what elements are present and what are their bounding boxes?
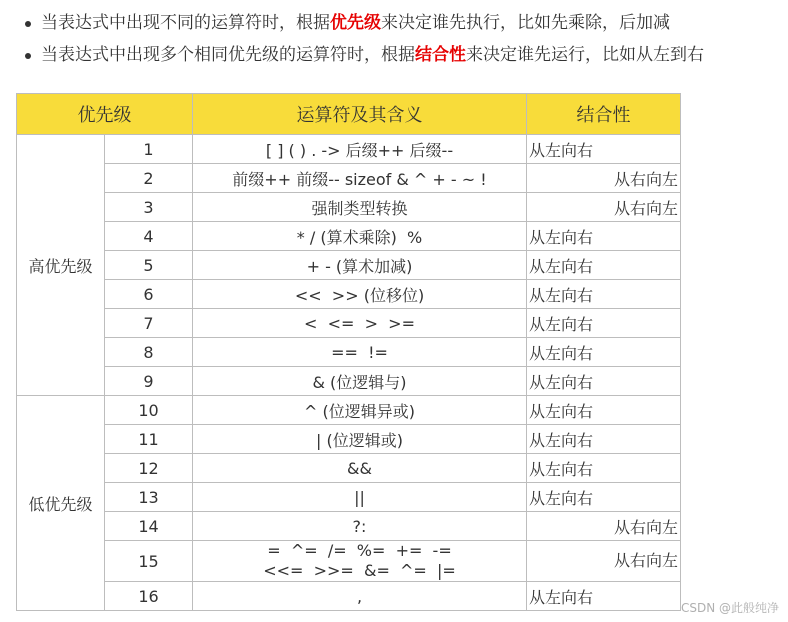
operators-cell	[193, 135, 527, 164]
table-row	[17, 582, 681, 611]
operators-cell	[193, 367, 527, 396]
table-body	[17, 135, 681, 611]
operators-text: * / (算术乘除) %	[296, 227, 423, 247]
table-row	[17, 367, 681, 396]
table-row	[17, 309, 681, 338]
operators-cell	[193, 280, 527, 309]
operators-cell	[193, 309, 527, 338]
group-high-priority: 高优先级	[17, 135, 105, 396]
bullet-text-after: 来决定谁先执行，比如先乘除，后加减	[381, 13, 670, 33]
associativity-cell: 从左向右	[527, 251, 681, 280]
bullet-highlight: 优先级	[330, 13, 381, 33]
bullet-item-associativity	[0, 40, 788, 72]
header-precedence: 优先级	[17, 94, 193, 135]
operators-text: & (位逻辑与)	[312, 372, 407, 392]
bullet-text-before: 当表达式中出现不同的运算符时，根据	[41, 13, 330, 33]
associativity-cell: 从左向右	[527, 396, 681, 425]
table-header-row	[17, 94, 681, 135]
associativity-cell: 从左向右	[527, 425, 681, 454]
table-row	[17, 164, 681, 193]
operators-text: [ ] ( ) . -> 后缀++ 后缀--	[265, 140, 454, 160]
precedence-level: 1	[105, 135, 193, 164]
table-row	[17, 280, 681, 309]
operators-cell	[193, 512, 527, 541]
operators-text: &&	[347, 458, 372, 478]
associativity-cell: 从右向左	[527, 193, 681, 222]
operators-text: << >> (位移位)	[294, 285, 425, 305]
operators-text: 前缀++ 前缀-- sizeof & ^ + - ~ !	[232, 169, 487, 189]
table-row	[17, 135, 681, 164]
table-row	[17, 251, 681, 280]
precedence-level: 14	[105, 512, 193, 541]
bullet-dot-icon	[25, 53, 31, 59]
precedence-level: 4	[105, 222, 193, 251]
operators-text: < <= > >=	[304, 313, 415, 333]
operators-text: + - (算术加减)	[306, 256, 413, 276]
precedence-level: 12	[105, 454, 193, 483]
precedence-level: 16	[105, 582, 193, 611]
operators-text: 强制类型转换	[311, 198, 408, 218]
associativity-cell: 从右向左	[527, 512, 681, 541]
associativity-cell: 从左向右	[527, 309, 681, 338]
operators-cell	[193, 222, 527, 251]
table-row	[17, 454, 681, 483]
table-row	[17, 338, 681, 367]
operators-cell	[193, 541, 527, 582]
operators-cell	[193, 193, 527, 222]
table-row	[17, 425, 681, 454]
operators-text: ^ (位逻辑异或)	[304, 401, 415, 421]
table-row	[17, 222, 681, 251]
operators-cell	[193, 425, 527, 454]
table-row	[17, 193, 681, 222]
associativity-cell: 从左向右	[527, 280, 681, 309]
table-row	[17, 396, 681, 425]
associativity-cell: 从左向右	[527, 483, 681, 512]
operators-text: ||	[354, 487, 365, 507]
bullet-highlight: 结合性	[415, 45, 466, 65]
associativity-cell: 从左向右	[527, 222, 681, 251]
precedence-level: 6	[105, 280, 193, 309]
operators-cell	[193, 483, 527, 512]
operators-cell	[193, 454, 527, 483]
operators-text: == !=	[331, 342, 388, 362]
bullet-dot-icon	[25, 21, 31, 27]
bullet-text-before: 当表达式中出现多个相同优先级的运算符时，根据	[41, 45, 415, 65]
associativity-cell: 从右向左	[527, 541, 681, 582]
precedence-level: 13	[105, 483, 193, 512]
precedence-level: 5	[105, 251, 193, 280]
associativity-cell: 从左向右	[527, 454, 681, 483]
precedence-level: 7	[105, 309, 193, 338]
operator-precedence-table	[16, 93, 681, 611]
associativity-cell: 从左向右	[527, 135, 681, 164]
precedence-level: 3	[105, 193, 193, 222]
precedence-level: 10	[105, 396, 193, 425]
operators-cell	[193, 396, 527, 425]
group-low-priority: 低优先级	[17, 396, 105, 611]
precedence-level: 15	[105, 541, 193, 582]
operators-cell	[193, 338, 527, 367]
table-row	[17, 541, 681, 582]
precedence-level: 8	[105, 338, 193, 367]
associativity-cell: 从左向右	[527, 367, 681, 396]
watermark: CSDN @此般纯净	[680, 601, 779, 615]
precedence-level: 9	[105, 367, 193, 396]
associativity-cell: 从右向左	[527, 164, 681, 193]
operators-cell	[193, 164, 527, 193]
operators-text: ?:	[352, 516, 367, 536]
operators-cell	[193, 582, 527, 611]
header-operators: 运算符及其含义	[193, 94, 527, 135]
bullet-item-precedence	[0, 8, 788, 40]
header-associativity: 结合性	[527, 94, 681, 135]
table-row	[17, 512, 681, 541]
operators-text: | (位逻辑或)	[316, 430, 403, 450]
bullet-list	[0, 8, 788, 72]
associativity-cell: 从左向右	[527, 338, 681, 367]
bullet-text-after: 来决定谁先运行，比如从左到右	[466, 45, 704, 65]
operators-cell	[193, 251, 527, 280]
operators-text: ,	[356, 586, 363, 606]
table-row	[17, 483, 681, 512]
operators-text: <<= >>= &= ^= |=	[263, 561, 456, 580]
operators-text: = ^= /= %= += -=	[267, 541, 452, 560]
precedence-level: 2	[105, 164, 193, 193]
associativity-cell: 从左向右	[527, 582, 681, 611]
precedence-level: 11	[105, 425, 193, 454]
